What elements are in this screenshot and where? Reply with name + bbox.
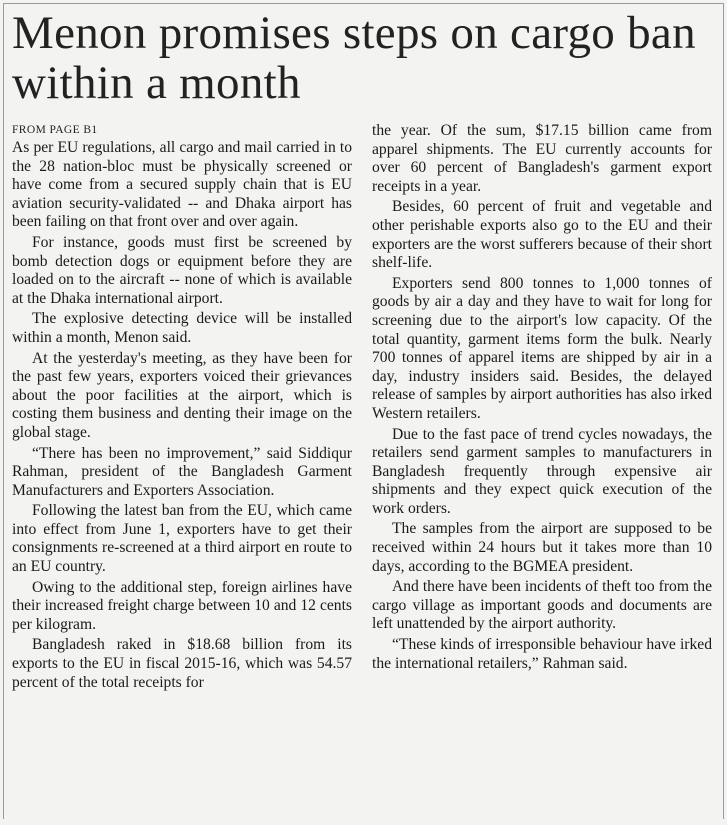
continued-from-label: FROM PAGE B1 xyxy=(12,124,98,136)
paragraph: Following the latest ban from the EU, which came into effect from June 1, exporters have to get their consignments re-screened at a third airport en route to an EU country. xyxy=(12,502,352,576)
paragraph: “These kinds of irresponsible behaviour have irked the international retailers,” Rahman said. xyxy=(372,636,712,672)
paragraph: “There has been no improvement,” said Siddiqur Rahman, president of the Bangladesh Garment Manufacturers and Exporters Association. xyxy=(12,444,352,499)
paragraph: And there have been incidents of theft too from the cargo village as important goods and documents are left unattended by the airport authority. xyxy=(372,578,712,633)
paragraph: Due to the fast pace of trend cycles nowadays, the retailers send garment samples to manufacturers in Bangladesh frequently through expensive air shipments and they expect quick execution of the work orders. xyxy=(372,425,712,517)
paragraph: At the yesterday's meeting, as they have been for the past few years, exporters voiced their grievances about the poor facilities at the airport, which is costing them business and denting their image on the global stage. xyxy=(12,349,352,441)
paragraph: Bangladesh raked in $18.68 billion from its exports to the EU in fiscal 2015-16, which was 54.57 percent of the total receipts for xyxy=(12,636,352,691)
paragraph: the year. Of the sum, $17.15 billion came from apparel shipments. The EU currently accounts for over 60 percent of Bangladesh's garment export receipts in a year. xyxy=(372,122,712,195)
paragraph: For instance, goods must first be screened by bomb detection dogs or equipment before they are loaded on to the aircraft -- none of which is available at the Dhaka international airport. xyxy=(12,233,352,307)
headline: Menon promises steps on cargo ban within a month xyxy=(12,7,696,109)
paragraph: Owing to the additional step, foreign airlines have their increased freight charge between 10 and 12 cents per kilogram. xyxy=(12,578,352,633)
left-column xyxy=(12,139,352,694)
right-column xyxy=(372,122,712,675)
paragraph: As per EU regulations, all cargo and mail carried in to the 28 nation-bloc must be physically screened or have come from a secured supply chain that is EU aviation security-validated -- and Dhaka airport has been failing on that front over and over again. xyxy=(12,139,352,231)
paragraph: Exporters send 800 tonnes to 1,000 tonnes of goods by air a day and they have to wait for long for screening due to the airport's low capacity. Of the total quantity, garment items form the bulk. Nearly 700 tonnes of apparel items are shipped by air in a day, industry insiders said. Besides, the delayed release of samples by airport authorities has also irked Western retailers. xyxy=(372,274,712,422)
paragraph: The samples from the airport are supposed to be received within 24 hours but it takes more than 10 days, according to the BGMEA president. xyxy=(372,520,712,575)
paragraph: The explosive detecting device will be installed within a month, Menon said. xyxy=(12,310,352,346)
paragraph: Besides, 60 percent of fruit and vegetable and other perishable exports also go to the EU and their exporters are the worst sufferers because of their short shelf-life. xyxy=(372,198,712,272)
